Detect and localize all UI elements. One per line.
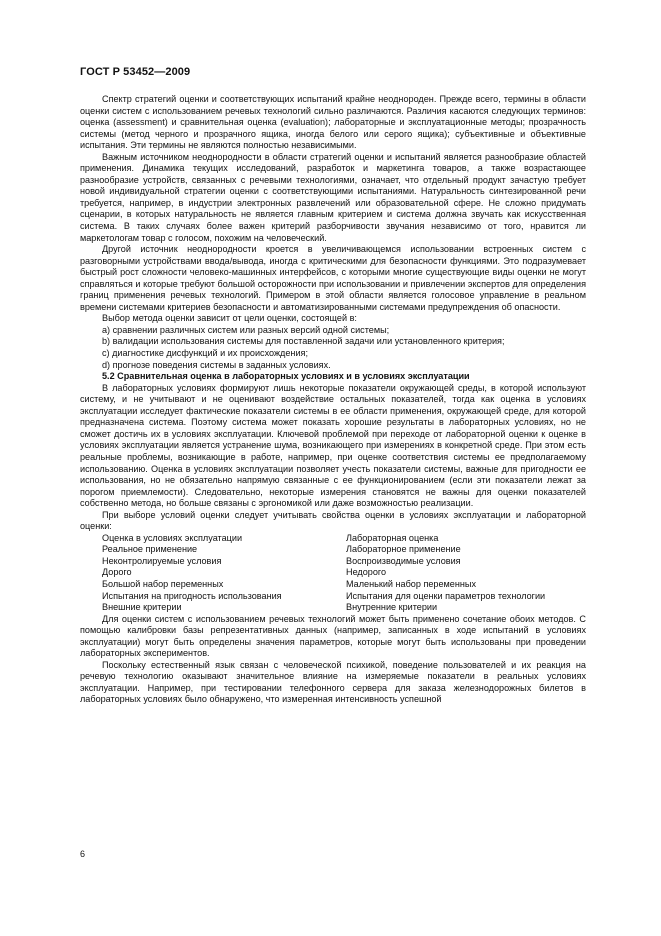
paragraph: Спектр стратегий оценки и соответствующих испытаний крайне неоднороден. Прежде всего, термины в области оценки систем с использованием речевых технологий сильно различаются. Различия касаются следующих терминов: оценка (assessment) и сравнительная оценка (evaluation); лабораторные и эксплуатационные методы; прозрачность системы (метод черного и прозрачного ящика, иногда белого или серого ящика); субъективные и объективные испытания. Эти термины не являются полностью независимыми. [80, 94, 586, 151]
comparison-table [80, 533, 586, 614]
lab-cell: Испытания для оценки параметров технологии [346, 590, 546, 601]
lab-cell: Лабораторное применение [346, 544, 461, 555]
page-number: 6 [80, 849, 86, 859]
document-body [80, 94, 586, 706]
comparison-row [80, 556, 586, 568]
lab-cell: Воспроизводимые условия [346, 555, 461, 566]
field-cell: Дорого [102, 567, 132, 578]
field-cell: Оценка в условиях эксплуатации [102, 532, 243, 543]
comparison-row [80, 591, 586, 603]
list-item: a) сравнении различных систем или разных версий одной системы; [102, 324, 390, 335]
section-title: 5.2 Сравнительная оценка в лабораторных условиях и в условиях эксплуатации [102, 371, 470, 382]
paragraph: Поскольку естественный язык связан с человеческой психикой, поведение пользователей и их реакция на речевую технологию оказывают значительное влияние на измеряемые показатели в реальных условиях эксплуатации. Например, при тестировании телефонного сервера для заказа железнодорожных билетов в лабораторных условиях было обнаружено, что измеренная интенсивность успешной [80, 659, 586, 705]
field-cell: Реальное применение [102, 544, 198, 555]
document-header: ГОСТ Р 53452—2009 [80, 66, 191, 78]
comparison-row [80, 533, 586, 545]
paragraph: При выборе условий оценки следует учитывать свойства оценки в условиях эксплуатации и лабораторной оценки: [80, 509, 586, 532]
list-item: b) валидации использования системы для поставленной задачи или установленного критерия; [102, 336, 505, 347]
lab-cell: Недорого [346, 567, 387, 578]
comparison-row [80, 579, 586, 591]
paragraph: В лабораторных условиях формируют лишь некоторые показатели окружающей среды, в которой используют систему, и не учитывают и не оценивают воздействие остальных показателей, тогда как оценка в условиях эксплуатации исследует фактические показатели системы в ее области применения, окружающей среде, для которой предназначена система. Поэтому система может показать хорошие результаты в лабораторных условиях, но не сможет достичь их в условиях эксплуатации. Ключевой проблемой при переходе от лабораторной оценки к оценке в условиях эксплуатации является устранение шума, возникающего при измерениях в конкретной среде. При этом есть реальные проблемы, возникающие в работе, например, при оценке соответствия системы ее предполагаемому использованию. Оценка в условиях эксплуатации позволяет учесть показатели системы, важные для пригодности ее использования, но не обязательно напрямую связанные с ее функционированием (если эти показатели лежат за порогом приемлемости). Следовательно, некоторые измерения становятся не важны для оценки показателей собственно метода, но больше связаны с эргономикой или даже возможностью реализации. [80, 382, 586, 509]
paragraph: Другой источник неоднородности кроется в увеличивающемся использовании встроенных систем с разговорными устройствами ввода/вывода, иногда с критическими для безопасности функциями. Это подразумевает быстрый рост сложности человеко-машинных интерфейсов, с которыми многие существующие виды оценки не могут справляться и которые требуют большой осторожности при использовании и привлечении экспертов для определения границ применения речевых технологий. Примером в этой области является голосовое управление в реальном времени системами критериев безопасности и автоматизированными системами предупреждения об опасности. [80, 244, 586, 312]
lab-cell: Внутренние критерии [346, 602, 438, 613]
lab-cell: Маленький набор переменных [346, 578, 476, 589]
list-item: c) диагностике дисфункций и их происхождения; [102, 348, 308, 359]
comparison-row [80, 544, 586, 556]
field-cell: Испытания на пригодность использования [102, 590, 282, 601]
paragraph: Важным источником неоднородности в области стратегий оценки и испытаний является разнообразие областей применения. Динамика текущих исследований, разработок и маркетинга товаров, а также возрастающее разнообразие устройств, связанных с речевыми технологиями, означает, что отдельный продукт зачастую требует новой индивидуальной стратегии оценки с соответствующими испытаниями. Натуральность синтезированной речи требуется, например, в индустрии электронных развлечений или образовательной сфере. Не сложно придумать сценарии, в которых натуральность не является главным критерием и система должна звучать как искусственная система. В таких случаях более важен критерий разборчивости звучания независимо от того, нравится ли маркетологам товар с голосом, похожим на человеческий. [80, 151, 586, 243]
comparison-row [80, 602, 586, 614]
paragraph: Для оценки систем с использованием речевых технологий может быть применено сочетание обоих методов. С помощью калибровки базы репрезентативных данных (например, записанных в ходе испытаний в условиях эксплуатации) могут быть определены значения параметров, которые могут быть использованы при проведении лабораторных экспериментов. [80, 613, 586, 659]
goals-list [80, 325, 586, 371]
field-cell: Неконтролируемые условия [102, 555, 222, 566]
field-cell: Большой набор переменных [102, 578, 224, 589]
comparison-row [80, 567, 586, 579]
field-cell: Внешние критерии [102, 602, 182, 613]
paragraph: Выбор метода оценки зависит от цели оценки, состоящей в: [102, 313, 357, 324]
lab-cell: Лабораторная оценка [346, 532, 439, 543]
list-item: d) прогнозе поведения системы в заданных условиях. [102, 359, 331, 370]
